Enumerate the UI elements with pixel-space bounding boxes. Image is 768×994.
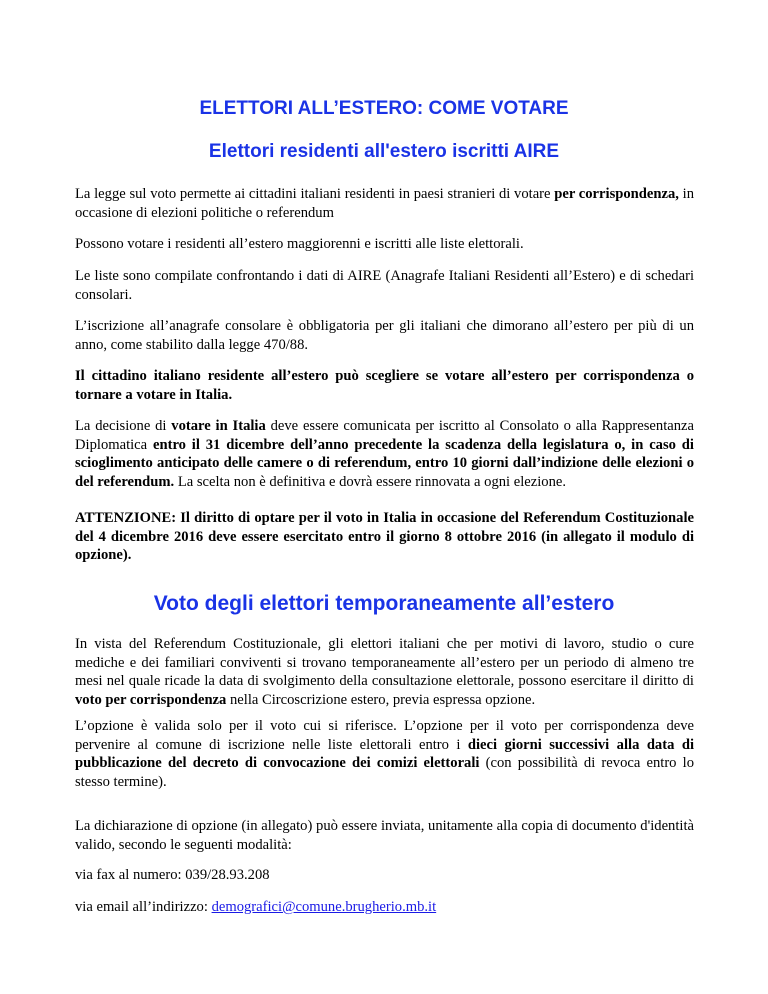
section-title-aire: Elettori residenti all'estero iscritti AIRE [208, 141, 560, 162]
text: deve essere comunicata per iscritto al Consolato o alla Rappresentanza Diplomatica [75, 418, 694, 453]
paragraph-email [75, 898, 694, 917]
text: nella Circoscrizione estero, previa espressa opzione. [226, 691, 536, 708]
paragraph-3: Le liste sono compilate confrontando i dati di AIRE (Anagrafe Italiani Residenti all’Estero) e di schedari consolari. [75, 268, 694, 303]
bold-text: votare in Italia [171, 418, 266, 434]
paragraph-2: Possono votare i residenti all’estero maggiorenni e iscritti alle liste elettorali. [75, 236, 524, 252]
bold-text: per corrispondenza, [554, 186, 679, 202]
paragraph-5: Il cittadino italiano residente all’estero può scegliere se votare all’estero per corrispondenza o tornare a votare in Italia. [75, 368, 694, 403]
text: In vista del Referendum Costituzionale, gli elettori italiani che per motivi di lavoro, studio o cure mediche e dei familiari conviventi si trovano temporaneamente all’estero per un periodo di almeno tre mesi nel quale ricade la data di svolgimento della consultazione elettorale, possono esercitare il diritto di [75, 636, 694, 689]
bold-text: voto per corrispondenza [75, 691, 227, 708]
text: La scelta non è definitiva e dovrà essere rinnovata a ogni elezione. [174, 473, 567, 490]
text: La decisione di [75, 418, 172, 434]
paragraph-1 [75, 185, 694, 222]
text: in occasione di elezioni politiche o referendum [75, 186, 694, 221]
paragraph-9 [75, 717, 694, 791]
text: L’opzione è valida solo per il voto cui si riferisce. L’opzione per il voto per corrispondenza deve pervenire al comune di iscrizione nelle liste elettorali entro i [75, 718, 694, 753]
main-title: ELETTORI ALL’ESTERO: COME VOTARE [199, 98, 569, 119]
paragraph-7: ATTENZIONE: Il diritto di optare per il voto in Italia in occasione del Referendum Costituzionale del 4 dicembre 2016 deve essere esercitato entro il giorno 8 ottobre 2016 (in allegato il modulo di opzione). [75, 510, 694, 563]
bold-text: entro il 31 dicembre dell’anno precedente la scadenza della legislatura o, in caso di scioglimento anticipato delle camere o di referendum, entro 10 giorni dall’indizione delle elezioni o del referendum. [75, 436, 694, 490]
paragraph-fax: via fax al numero: 039/28.93.208 [75, 867, 270, 883]
text: La legge sul voto permette ai cittadini italiani residenti in paesi stranieri di votare [75, 186, 555, 202]
text: (con possibilità di revoca entro lo stesso termine). [75, 755, 694, 790]
paragraph-10: La dichiarazione di opzione (in allegato) può essere inviata, unitamente alla copia di documento d'identità valido, secondo le seguenti modalità: [75, 818, 694, 853]
paragraph-4: L’iscrizione all’anagrafe consolare è obbligatoria per gli italiani che dimorano all’estero per più di un anno, come stabilito dalla legge 470/88. [75, 318, 694, 353]
bold-text: dieci giorni successivi alla data di pubblicazione del decreto di convocazione dei comizi elettorali [75, 736, 694, 771]
text: via email all’indirizzo: [75, 899, 212, 915]
paragraph-8 [75, 635, 694, 709]
paragraph-6 [75, 417, 694, 491]
email-link[interactable]: demografici@comune.brugherio.mb.it [211, 899, 437, 915]
section-title-temporary: Voto degli elettori temporaneamente all’estero [153, 592, 615, 615]
